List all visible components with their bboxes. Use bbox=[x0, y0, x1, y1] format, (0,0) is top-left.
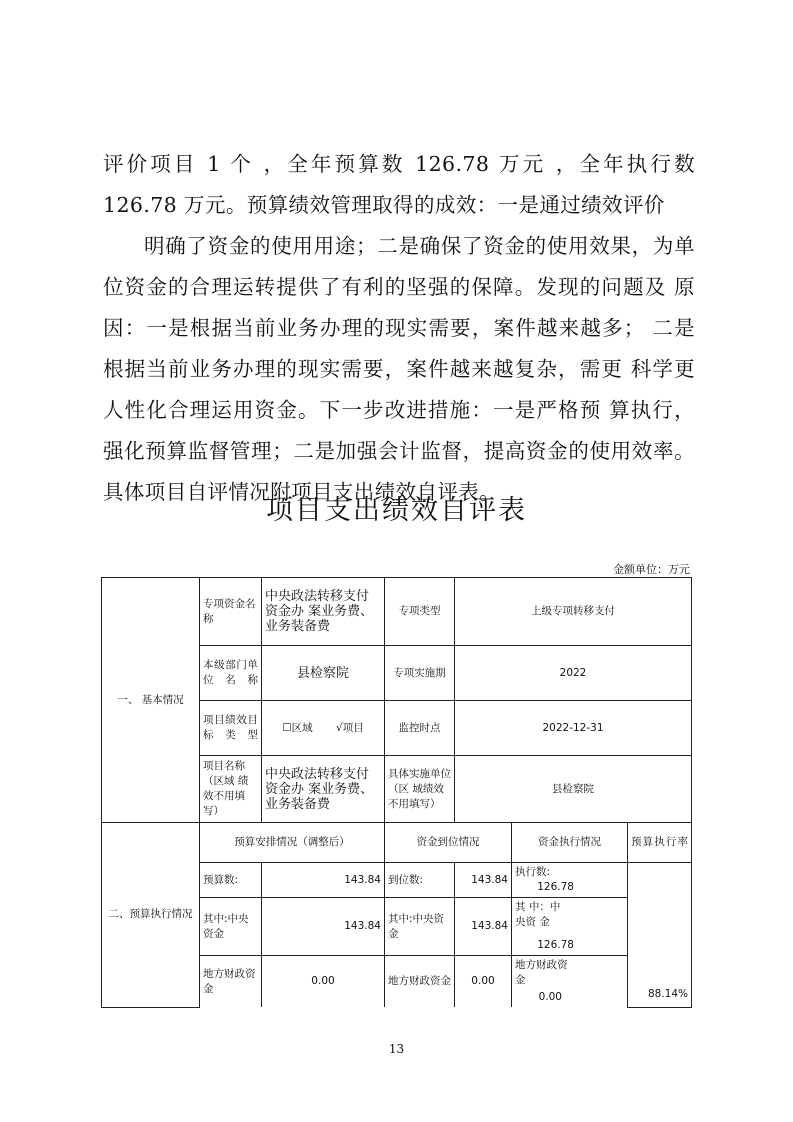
row3-arrived-value: 0.00 bbox=[455, 956, 512, 1008]
basic-section-label: 一、 基本情况 bbox=[102, 578, 200, 823]
project-name-value: 中央政法转移支付资金办 案业务费、业务装备费 bbox=[262, 756, 385, 823]
row2-arranged-label: 其中:中央资金 bbox=[200, 898, 262, 956]
paragraph-1: 评价项目 1 个 ，全年预算数 126.78 万元 ，全年执行数 126.78 万元。预算绩效管理取得的成效：一是通过绩效评价 bbox=[103, 152, 695, 217]
row1-arrived-value: 143.84 bbox=[455, 863, 512, 898]
table-title: 项目支出绩效自评表 bbox=[266, 495, 527, 526]
row3-arranged-value: 0.00 bbox=[262, 956, 385, 1008]
impl-unit-value: 县检察院 bbox=[455, 756, 692, 823]
row1-arranged-label: 预算数: bbox=[200, 863, 262, 898]
performance-table bbox=[101, 577, 692, 1008]
paragraph-2: 明确了资金的使用用途；二是确保了资金的使用效果，为单位资金的合理运转提供了有利的坚强的保障。发现的问题及 原因：一是根据当前业务办理的现实需要，案件越来越多； 二是根据当前业务办理的现实需要，案件越来越复杂，需更 科学更人性化合理运用资金。下一步改进措施：一是严格预 算执行，强化预算监督管理；二是加强会计监督，提高资金的使用效率。具体项目自评情况附项目支出绩效自评表。 bbox=[103, 234, 695, 504]
header-rate: 预算执行率 bbox=[628, 823, 692, 863]
eval-type-label: 项目绩效目标类型 bbox=[200, 701, 262, 756]
option-region: ☐区域 bbox=[282, 721, 313, 734]
body-text bbox=[103, 144, 695, 513]
row3-arrived-label: 地方财政资金 bbox=[385, 956, 455, 1008]
row3-arranged-label: 地方财政资金 bbox=[200, 956, 262, 1008]
row3-executed-value: 0.00 bbox=[538, 991, 562, 1003]
impl-unit-label: 具体实施单位（区 域绩效不用填写） bbox=[385, 756, 455, 823]
header-arranged: 预算安排情况（调整后） bbox=[200, 823, 385, 863]
row1-arrived-label: 到位数: bbox=[385, 863, 455, 898]
row3-executed-cell bbox=[512, 956, 628, 1008]
row1-executed-value: 126.78 bbox=[537, 881, 574, 893]
row3-executed-label: 地方财政资金 bbox=[515, 959, 568, 986]
fund-name-label: 专项资金名称 bbox=[200, 578, 262, 646]
period-label: 专项实施期 bbox=[385, 646, 455, 701]
row1-arranged-value: 143.84 bbox=[262, 863, 385, 898]
option-project: √项目 bbox=[336, 721, 364, 734]
row1-executed-cell bbox=[512, 863, 628, 898]
fund-name-value: 中央政法转移支付资金办 案业务费、业务装备费 bbox=[262, 578, 385, 646]
monitor-label: 监控时点 bbox=[385, 701, 455, 756]
monitor-value: 2022-12-31 bbox=[455, 701, 692, 756]
page-number: 13 bbox=[388, 1042, 405, 1056]
execution-rate-value: 88.14% bbox=[628, 863, 692, 1008]
row2-executed-cell bbox=[512, 898, 628, 956]
dept-label: 本级部门单位名称 bbox=[200, 646, 262, 701]
period-value: 2022 bbox=[455, 646, 692, 701]
header-executed: 资金执行情况 bbox=[512, 823, 628, 863]
row2-executed-value: 126.78 bbox=[537, 939, 574, 951]
header-arrived: 资金到位情况 bbox=[385, 823, 512, 863]
row2-arranged-value: 143.84 bbox=[262, 898, 385, 956]
budget-section-label: 二、预算执行情况 bbox=[102, 823, 200, 1008]
row2-executed-label: 其 中：中 央资 金 bbox=[515, 901, 561, 928]
row2-arrived-value: 143.84 bbox=[455, 898, 512, 956]
unit-label: 金额单位：万元 bbox=[613, 563, 690, 576]
dept-value: 县检察院 bbox=[262, 646, 385, 701]
row1-executed-label: 执行数: bbox=[515, 866, 551, 878]
fund-type-label: 专项类型 bbox=[385, 578, 455, 646]
fund-type-value: 上级专项转移支付 bbox=[455, 578, 692, 646]
eval-type-options bbox=[262, 701, 385, 756]
project-name-label: 项目名称（区域 绩效不用填写） bbox=[200, 756, 262, 823]
row2-arrived-label: 其中:中央资金 bbox=[385, 898, 455, 956]
